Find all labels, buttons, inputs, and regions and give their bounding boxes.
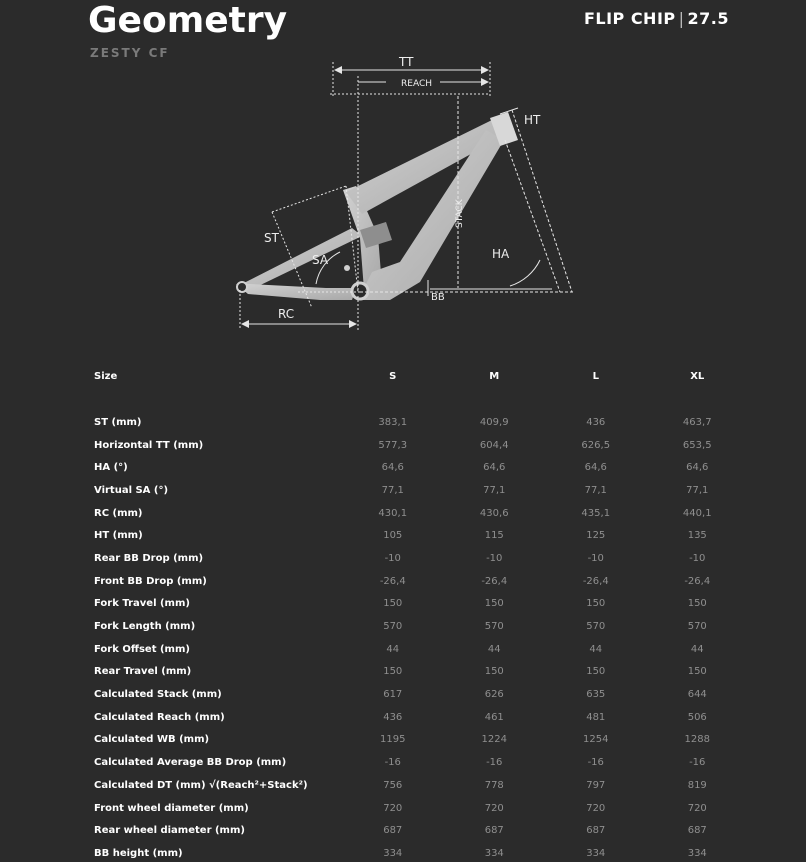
size-s: S (389, 370, 397, 382)
cell-value: -10 (689, 552, 706, 564)
geometry-diagram (0, 0, 806, 340)
cell-value: 150 (687, 666, 707, 678)
flip-chip-separator: | (678, 9, 685, 28)
cell-value: 334 (484, 847, 504, 859)
cell-value: 334 (687, 847, 707, 859)
cell-value: -26,4 (379, 575, 406, 587)
cell-value: 797 (586, 779, 606, 791)
row-label: Rear BB Drop (mm) (94, 552, 204, 564)
rear-dropout (237, 282, 247, 292)
cell-value: 626 (484, 689, 504, 701)
cell-value: 44 (589, 643, 603, 655)
cell-value: -26,4 (582, 575, 609, 587)
cell-value: 64,6 (584, 462, 607, 474)
cell-value: 64,6 (381, 462, 404, 474)
bike-frame (236, 112, 518, 300)
label-reach: REACH (401, 79, 432, 89)
cell-value: 64,6 (686, 462, 709, 474)
cell-value: 506 (687, 711, 707, 723)
cell-value: 577,3 (378, 439, 408, 451)
cell-value: 570 (484, 621, 504, 633)
row-label: Calculated WB (mm) (94, 734, 210, 746)
cell-value: 687 (687, 825, 707, 837)
cell-value: 635 (586, 689, 606, 701)
cell-value: 819 (687, 779, 707, 791)
cell-value: 626,5 (581, 439, 611, 451)
cell-value: 430,6 (479, 507, 509, 519)
cell-value: 720 (586, 802, 606, 814)
table-row (88, 502, 748, 525)
row-label: Calculated Average BB Drop (mm) (94, 757, 287, 769)
model-name: ZESTY CF (90, 46, 170, 60)
cell-value: -26,4 (684, 575, 711, 587)
cell-value: 115 (484, 530, 504, 542)
cell-value: 570 (687, 621, 707, 633)
row-label: Fork Length (mm) (94, 621, 196, 633)
size-xl: XL (690, 370, 705, 382)
row-label: HA (°) (94, 462, 128, 474)
cell-value: 436 (586, 416, 606, 428)
cell-value: 430,1 (378, 507, 408, 519)
row-label: Calculated Stack (mm) (94, 689, 222, 701)
cell-value: 44 (487, 643, 501, 655)
cell-value: 135 (687, 530, 707, 542)
cell-value: 150 (687, 598, 707, 610)
table-row (88, 479, 748, 502)
cell-value: 436 (383, 711, 403, 723)
cell-value: 334 (383, 847, 403, 859)
cell-value: -10 (486, 552, 503, 564)
cell-value: 463,7 (682, 416, 712, 428)
cell-value: -10 (587, 552, 604, 564)
row-label: RC (mm) (94, 507, 143, 519)
label-stack: STACK (455, 199, 465, 228)
size-header: Size (94, 370, 118, 382)
cell-value: 435,1 (581, 507, 611, 519)
cell-value: 150 (484, 598, 504, 610)
table-row (88, 661, 748, 684)
label-tt: TT (399, 55, 414, 69)
cell-value: 481 (586, 711, 606, 723)
cell-value: -16 (384, 757, 401, 769)
cell-value: 687 (586, 825, 606, 837)
row-label: Virtual SA (°) (94, 484, 169, 496)
row-label: Calculated Reach (mm) (94, 711, 225, 723)
table-row (88, 842, 748, 862)
cell-value: 150 (586, 666, 606, 678)
cell-value: 77,1 (686, 484, 709, 496)
row-label: Horizontal TT (mm) (94, 439, 204, 451)
table-row (88, 819, 748, 842)
row-label: Rear wheel diameter (mm) (94, 825, 245, 837)
cell-value: 653,5 (682, 439, 712, 451)
table-row (88, 547, 748, 570)
table-row (88, 774, 748, 797)
table-row (88, 751, 748, 774)
cell-value: -16 (486, 757, 503, 769)
table-row (88, 524, 748, 547)
row-label: HT (mm) (94, 530, 143, 542)
cell-value: -16 (587, 757, 604, 769)
row-label: ST (mm) (94, 416, 142, 428)
cell-value: 77,1 (584, 484, 607, 496)
cell-value: -26,4 (481, 575, 508, 587)
table-row (88, 683, 748, 706)
cell-value: 383,1 (378, 416, 408, 428)
cell-value: 570 (383, 621, 403, 633)
cell-value: 150 (383, 598, 403, 610)
size-l: L (592, 370, 599, 382)
cell-value: 720 (383, 802, 403, 814)
cell-value: 604,4 (479, 439, 509, 451)
cell-value: 1288 (684, 734, 710, 746)
cell-value: 150 (484, 666, 504, 678)
table-row (88, 434, 748, 457)
cell-value: 1224 (481, 734, 507, 746)
flip-chip-label: FLIP CHIP (583, 9, 676, 28)
row-label: BB height (mm) (94, 847, 183, 859)
label-bb: BB (431, 292, 445, 303)
cell-value: 1254 (583, 734, 609, 746)
cell-value: 44 (690, 643, 704, 655)
cell-value: 720 (484, 802, 504, 814)
table-row (88, 570, 748, 593)
cell-value: 64,6 (483, 462, 506, 474)
cell-value: 334 (586, 847, 606, 859)
cell-value: 617 (383, 689, 403, 701)
cell-value: -10 (384, 552, 401, 564)
cell-value: 570 (586, 621, 606, 633)
table-row (88, 797, 748, 820)
table-row (88, 638, 748, 661)
row-label: Front wheel diameter (mm) (94, 802, 249, 814)
flip-chip-value: 27.5 (687, 9, 729, 28)
cell-value: 150 (586, 598, 606, 610)
cell-value: 44 (386, 643, 400, 655)
label-ht: HT (524, 113, 541, 127)
label-st: ST (264, 231, 279, 245)
cell-value: 409,9 (479, 416, 509, 428)
cell-value: 720 (687, 802, 707, 814)
row-label: Front BB Drop (mm) (94, 575, 207, 587)
cell-value: 644 (687, 689, 707, 701)
table-row (88, 706, 748, 729)
cell-value: 461 (484, 711, 504, 723)
table-row (88, 729, 748, 752)
size-m: M (489, 370, 500, 382)
table-row (88, 456, 748, 479)
cell-value: 778 (484, 779, 504, 791)
geometry-table (88, 364, 748, 862)
pivot (344, 265, 350, 271)
cell-value: 77,1 (483, 484, 506, 496)
cell-value: 440,1 (682, 507, 712, 519)
size-header-row (88, 364, 748, 388)
row-label: Fork Travel (mm) (94, 598, 190, 610)
cell-value: 105 (383, 530, 403, 542)
bottom-bracket (352, 283, 368, 299)
cell-value: 1195 (380, 734, 406, 746)
cell-value: 150 (383, 666, 403, 678)
row-label: Calculated DT (mm) √(Reach²+Stack²) (94, 779, 308, 791)
table-row (88, 411, 748, 434)
row-label: Fork Offset (mm) (94, 643, 190, 655)
table-row (88, 615, 748, 638)
table-row (88, 593, 748, 616)
seat-stay (238, 228, 362, 292)
cell-value: -16 (689, 757, 706, 769)
cell-value: 756 (383, 779, 403, 791)
label-sa: SA (312, 253, 329, 267)
cell-value: 77,1 (381, 484, 404, 496)
label-rc: RC (278, 307, 295, 321)
page-title: Geometry (88, 0, 288, 41)
row-label: Rear Travel (mm) (94, 666, 192, 678)
label-ha: HA (492, 247, 510, 261)
cell-value: 687 (383, 825, 403, 837)
cell-value: 687 (484, 825, 504, 837)
cell-value: 125 (586, 530, 606, 542)
